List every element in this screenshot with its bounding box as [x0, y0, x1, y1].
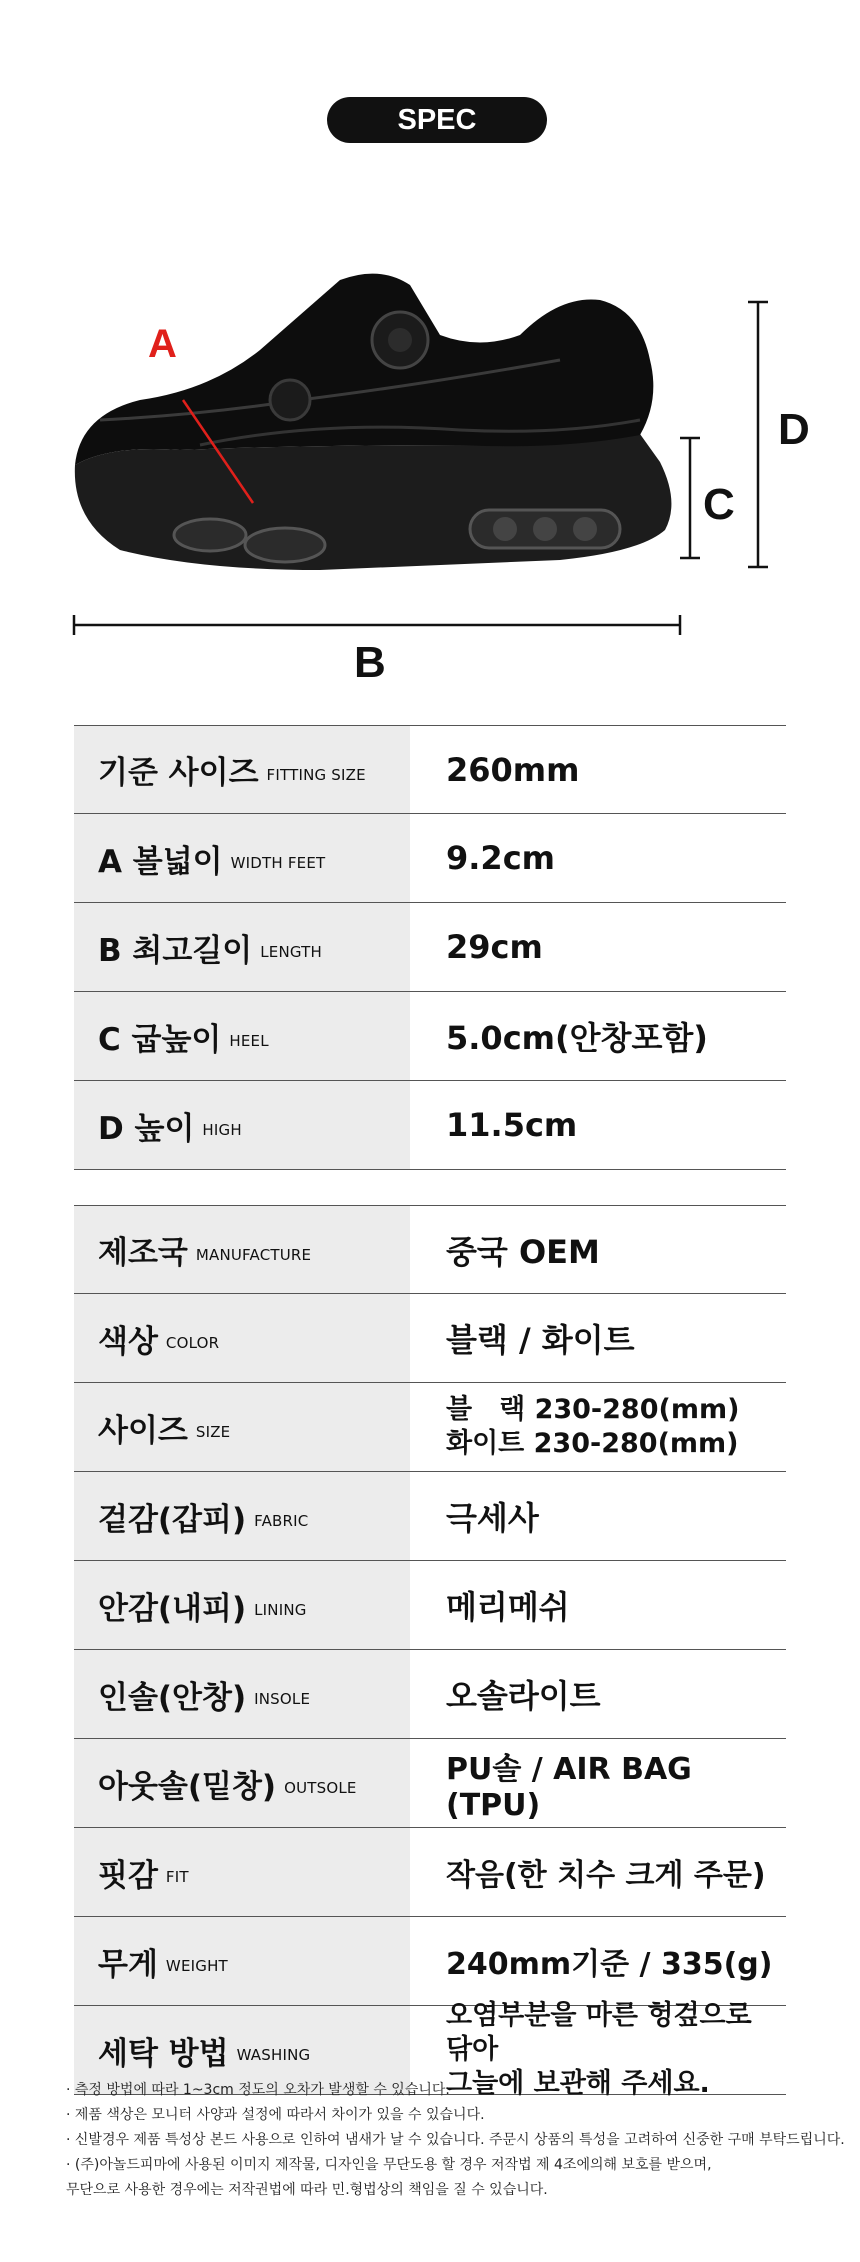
row-label: 기준 사이즈: [98, 755, 259, 791]
row-value: 작음(한 치수 크게 주문): [446, 1858, 766, 1893]
measurement-table: [74, 725, 786, 1170]
note-line: · (주)아놀드피마에 사용된 이미지 제작물, 디자인을 무단도용 할 경우 저작법 제 4조에의해 보호를 받으며,: [66, 2157, 712, 2173]
details-table: [74, 1205, 786, 2099]
row-label-en: INSOLE: [254, 1690, 311, 1708]
shoe-illustration: [0, 240, 860, 700]
row-label-en: LINING: [254, 1601, 307, 1619]
table-row: [74, 992, 786, 1081]
row-value: 극세사: [446, 1499, 539, 1537]
row-label-en: MANUFACTURE: [195, 1245, 312, 1264]
label-a: A: [148, 322, 177, 366]
row-label-en: HEEL: [229, 1032, 269, 1050]
row-label: 인솔(안창): [98, 1679, 247, 1716]
row-value: 5.0cm(안창포함): [446, 1019, 708, 1057]
row-label: A 볼넓이: [98, 843, 223, 880]
row-label-en: HIGH: [202, 1121, 242, 1139]
spec-title-badge: [327, 97, 547, 143]
disclaimer-notes: [66, 2078, 845, 2203]
table-row: [74, 1650, 786, 1739]
row-label-en: SIZE: [195, 1423, 231, 1441]
table-row: [74, 725, 786, 814]
row-value: 블랙 / 화이트: [446, 1321, 635, 1359]
label-d: D: [778, 405, 810, 454]
note-line: · 측정 방법에 따라 1~3cm 정도의 오차가 발생할 수 있습니다.: [66, 2082, 450, 2098]
value-line: 오염부분을 마른 헝겊으로 닦아: [446, 2000, 752, 2065]
row-label-en: COLOR: [165, 1334, 220, 1352]
row-label: 겉감(갑피): [98, 1501, 247, 1538]
table-row: [74, 1383, 786, 1472]
note-line: · 신발경우 제품 특성상 본드 사용으로 인하여 냄새가 날 수 있습니다. 주문시 상품의 특성을 고려하여 신중한 구매 부탁드립니다.: [66, 2132, 845, 2148]
row-label-en: WEIGHT: [165, 1957, 228, 1975]
row-value: 11.5cm: [446, 1106, 578, 1144]
table-row: [74, 1917, 786, 2006]
value-line: 화이트 230-280(mm): [446, 1428, 739, 1459]
note-line: 무단으로 사용한 경우에는 저작권법에 따라 민.형법상의 책임을 질 수 있습니다.: [66, 2182, 548, 2198]
row-label-en: FABRIC: [254, 1512, 309, 1530]
table-row: [74, 1472, 786, 1561]
row-label-en: FIT: [165, 1868, 189, 1886]
row-label-en: LENGTH: [260, 943, 323, 961]
row-label-en: WASHING: [236, 2046, 311, 2064]
row-value: 중국 OEM: [446, 1232, 600, 1271]
row-value: 9.2cm: [446, 839, 555, 877]
row-value: PU솔 / AIR BAG (TPU): [446, 1751, 692, 1823]
row-label: C 굽높이: [98, 1021, 222, 1058]
shoe-diagram: [0, 240, 860, 700]
row-label-en: OUTSOLE: [284, 1779, 357, 1797]
table-row: [74, 1081, 786, 1170]
table-row: [74, 903, 786, 992]
row-value: 29cm: [446, 928, 543, 966]
row-label: D 높이: [98, 1110, 195, 1147]
table-row: [74, 1739, 786, 1828]
row-label-en: FITTING SIZE: [266, 765, 366, 784]
row-label: 제조국: [98, 1235, 188, 1271]
row-value: 오솔라이트: [446, 1677, 601, 1715]
label-c: C: [703, 480, 735, 529]
table-row: [74, 1561, 786, 1650]
row-value: 260mm: [446, 750, 580, 789]
row-label: 아웃솔(밑창): [98, 1768, 277, 1805]
table-row: [74, 1828, 786, 1917]
row-label: 세탁 방법: [98, 2035, 229, 2072]
row-label: B 최고길이: [98, 932, 253, 969]
row-value: [410, 1383, 786, 1471]
label-b: B: [354, 638, 386, 687]
table-row: [74, 814, 786, 903]
row-label: 무게: [98, 1946, 158, 1983]
table-row: [74, 1205, 786, 1294]
row-label: 안감(내피): [98, 1590, 247, 1627]
row-value: 240mm기준 / 335(g): [446, 1947, 773, 1982]
table-row: [74, 1294, 786, 1383]
row-label: 핏감: [98, 1857, 158, 1894]
spec-title: SPEC: [397, 103, 477, 136]
row-label: 색상: [98, 1323, 158, 1360]
row-label-en: WIDTH FEET: [230, 854, 326, 872]
row-value: 메리메쉬: [446, 1588, 570, 1626]
value-line: 그늘에 보관해 주세요.: [446, 2068, 710, 2099]
row-label: 사이즈: [98, 1412, 188, 1449]
value-line: 블 랙 230-280(mm): [446, 1394, 740, 1425]
note-line: · 제품 색상은 모니터 사양과 설정에 따라서 차이가 있을 수 있습니다.: [66, 2107, 485, 2123]
